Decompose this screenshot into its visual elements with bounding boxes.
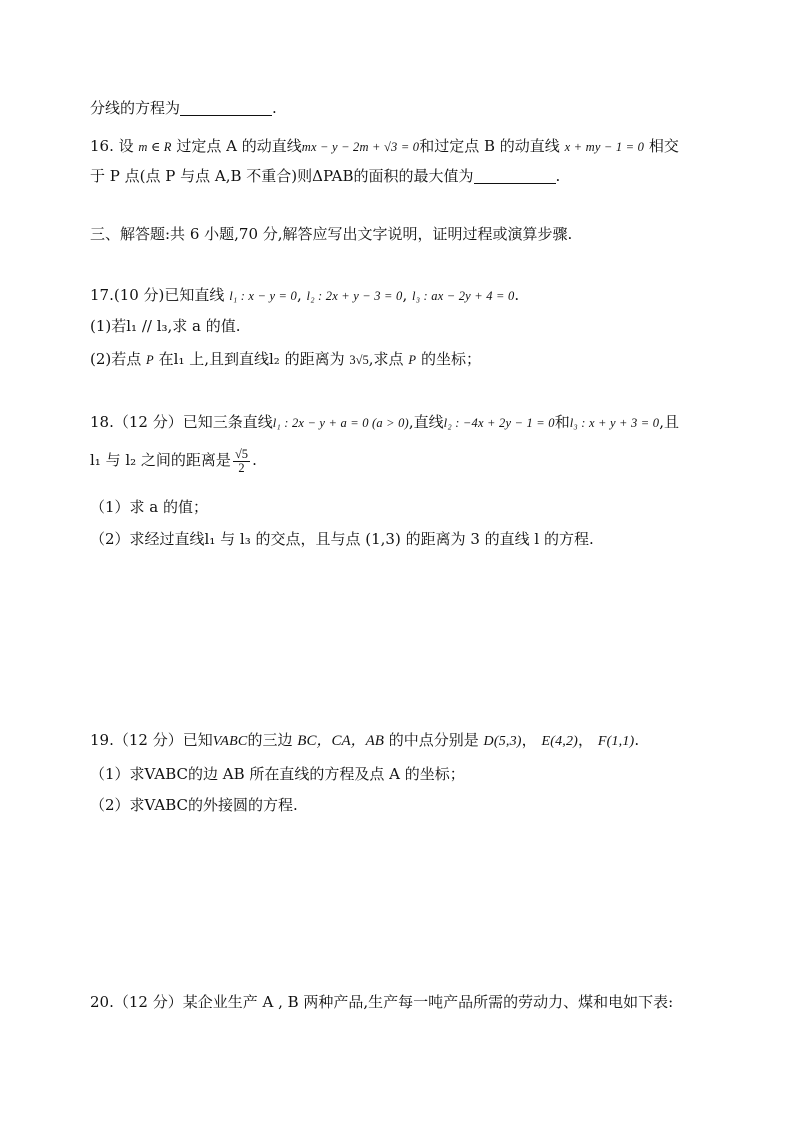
q19-point-f: F(1,1) [597, 734, 635, 749]
q19-point-e: E(4,2) [541, 734, 579, 749]
q18-line-l2: l₂ : −4x + 2y − 1 = 0 [443, 416, 555, 430]
q17-line-l2: l₂ : 2x + y − 3 = 0 [306, 289, 403, 303]
q16-text-4: 于 P 点(点 P 与点 A,B 不重合)则ΔPAB的面积的最大值为 [90, 167, 474, 185]
answer-blank [180, 99, 272, 116]
q15-tail [90, 98, 277, 118]
q17-distance: 3√5 [349, 353, 369, 367]
q18-line-l3: l₃ : x + y + 3 = 0 [569, 416, 660, 430]
q15-tail-end: . [272, 99, 277, 117]
q18-distance-fraction [233, 448, 250, 475]
question-18-part-2: （2）求经过直线l₁ 与 l₃ 的交点，且与点 (1,3) 的距离为 3 的直线 l 的方程. [90, 530, 594, 548]
q18-t4: l₁ 与 l₂ 之间的距离是 [90, 451, 231, 469]
q18-t3: ,且 [659, 413, 679, 431]
question-20-stem: 20.（12 分）某企业生产 A , B 两种产品,生产每一吨产品所需的劳动力、煤和电如下表: [90, 993, 674, 1011]
question-18-part-1: （1）求 a 的值； [90, 498, 209, 516]
q19-sep-1: ， [521, 731, 537, 749]
q16-text-2: 和过定点 B 的动直线 [419, 137, 560, 155]
q15-tail-text: 分线的方程为 [90, 99, 181, 117]
question-17-part-1: (1)若l₁ // l₃,求 a 的值. [90, 317, 241, 335]
question-19-stem [90, 730, 639, 752]
q17-line-l1: l₁ : x − y = 0 [229, 289, 297, 303]
q19-triangle: VABC [212, 734, 248, 749]
q19-sep-2: ， [578, 731, 594, 749]
q17-p2g: 的坐标； [420, 350, 481, 368]
q16-line-2-equation: x + my − 1 = 0 [564, 140, 645, 154]
q18-number: 18.（12 分）已知三条直线 [90, 413, 273, 431]
question-16-line-1 [90, 136, 679, 157]
question-17-stem: 17.(10 分)已知直线 l₁ : x − y = 0, l₂ : 2x + y − 3 = 0, l₃ : ax − 2y + 4 = 0. [90, 286, 520, 304]
q16-text-1: 过定点 A 的动直线 [176, 137, 302, 155]
q19-t2: 的中点分别是 [388, 731, 479, 749]
fraction-denominator: 2 [238, 460, 245, 475]
q19-number: 19.（12 分）已知 [90, 731, 213, 749]
question-19-part-2: （2）求VABC的外接圆的方程. [90, 796, 298, 814]
q18-t5: . [252, 451, 257, 469]
q17-p2a: (2)若点 [90, 350, 142, 368]
q19-sides: BC，CA，AB [297, 733, 384, 749]
q16-condition: m ∈ R [138, 140, 172, 154]
question-18-stem-1 [90, 412, 679, 433]
q16-text-3: 相交 [648, 137, 679, 155]
q18-line-l1: l₁ : 2x − y + a = 0 (a > 0) [272, 416, 409, 430]
q19-point-d: D(5,3) [483, 734, 522, 749]
q16-line-1-equation: mx − y − 2m + √3 = 0 [301, 140, 420, 154]
q19-end: . [634, 731, 640, 749]
question-19-part-1: （1）求VABC的边 AB 所在直线的方程及点 A 的坐标； [90, 765, 465, 783]
question-17-part-2 [90, 349, 481, 370]
q16-number: 16. 设 [90, 137, 134, 155]
q18-t1: ,直线 [408, 413, 444, 431]
q17-number: 17.(10 分)已知直线 [90, 286, 225, 304]
q17-line-l3: l₃ : ax − 2y + 4 = 0 [412, 289, 515, 303]
q17-p2f: P [408, 353, 417, 367]
q17-p2c: 在l₁ 上,且到直线l₂ 的距离为 [158, 350, 345, 368]
q18-t2: 和 [554, 413, 570, 431]
q17-p2e: ,求点 [368, 350, 404, 368]
question-18-stem-2 [90, 445, 257, 475]
fraction-numerator: √5 [234, 446, 249, 461]
question-16-line-2 [90, 166, 560, 186]
q17-p2b: P [146, 353, 154, 367]
section-3-heading: 三、解答题:共 6 小题,70 分,解答应写出文字说明，证明过程或演算步骤. [90, 225, 573, 243]
answer-blank [474, 167, 556, 184]
q19-t1: 的三边 [247, 731, 293, 749]
q16-end: . [555, 167, 561, 185]
